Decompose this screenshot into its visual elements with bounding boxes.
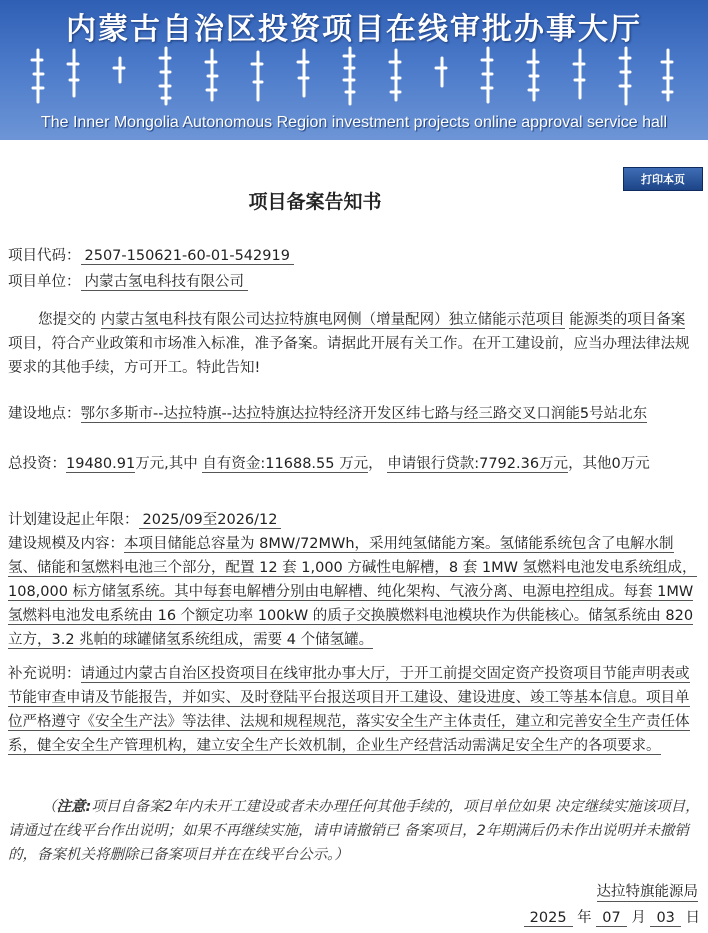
date-year: 2025 (524, 910, 573, 927)
period-row (8, 508, 700, 532)
period-label: 计划建设起止年限： (8, 512, 139, 528)
investment-row (8, 452, 702, 476)
investment-self-funds: 自有资金:11688.55 万元 (202, 456, 369, 472)
supplement-label: 补充说明： (8, 666, 81, 682)
project-unit-value: 内蒙古氢电科技有限公司 (81, 274, 249, 291)
issue-date (524, 906, 700, 927)
date-day: 03 (650, 910, 680, 927)
investment-loan: 申请银行贷款:7792.36万元 (387, 456, 569, 472)
investment-sep: ， (368, 456, 383, 472)
location-value: 鄂尔多斯市--达拉特旗--达拉特旗达拉特经济开发区纬七路与经三路交叉口润能5号站北东 (80, 406, 648, 422)
note-label: 注意: (56, 799, 92, 815)
document-title: 项目备案告知书 (248, 191, 382, 213)
investment-other: ，其他0万元 (568, 456, 650, 472)
note-open: （ (42, 799, 57, 815)
project-code-label: 项目代码： (8, 248, 81, 264)
intro-text-2: 项目，符合产业政策和市场准入标准，准予备案。请据此开展有关工作。在开工建设前，应当办理法律法规要求的其他手续，方可开工。特此告知! (8, 336, 690, 376)
header-banner (0, 0, 708, 140)
date-month: 07 (596, 910, 626, 927)
date-year-char: 年 (577, 910, 592, 926)
location-row (8, 402, 702, 426)
banner-english-title: The Inner Mongolia Autonomous Region investment projects online approval service hall (40, 114, 668, 131)
project-unit-label: 项目单位： (8, 274, 81, 290)
mongolian-script-logo (28, 46, 678, 108)
date-month-char: 月 (631, 910, 646, 926)
project-code-value: 2507-150621-60-01-542919 (81, 248, 294, 265)
supplement-value: 请通过内蒙古自治区投资项目在线审批办事大厅，于开工前提交固定资产投资项目节能声明表或节能审查申请及节能报告，并如实、及时登陆平台报送项目开工建设、建设进度、竣工等基本信息。项目单位严格遵守《安全生产法》等法律、法规和规程规范，落实安全生产主体责任，建立和完善安全生产责任体系，健全安全生产管理机构，建立安全生产长效机制，企业生产经营活动需满足安全生产的各项要求。 (8, 666, 690, 754)
project-unit-row (8, 270, 700, 294)
date-day-char: 日 (685, 910, 700, 926)
issuing-organization: 达拉特旗能源局 (597, 880, 699, 902)
intro-project-name: 内蒙古氢电科技有限公司达拉特旗电网侧（增量配网）独立储能示范项目 (100, 312, 565, 328)
intro-paragraph (8, 308, 702, 380)
intro-project-type: 能源类的项目备案 (569, 312, 686, 328)
note-text: 项目自备案2年内未开工建设或者未办理任何其他手续的，项目单位如果 决定继续实施该项目，请通过在线平台作出说明；如果不再继续实施，请申请撤销已 备案项目，2年期满后仍未作出说明并未撤销的，备案机关将删除已备案项目并在在线平台公示。） (8, 799, 700, 863)
investment-total: 19480.91 (66, 456, 136, 472)
investment-unit: 万元,其中 (135, 456, 198, 472)
location-label: 建设地点： (8, 406, 81, 422)
scale-value: 本项目储能总容量为 8MW/72MWh，采用纯氢储能方案。氢储能系统包含了电解水制氢、储能和氢燃料电池三个部分，配置 12 套 1,000 方碱性电解槽，8 套 1MW 氢燃料电池发电系统组成，108,000 标方储氢系统。其中每套电解槽分别由电解槽、纯化架构、气液分离、电源电控组成。每套 1MW 氢燃料电池发电系统由 16 个额定功率 100kW 的质子交换膜燃料电池模块作为供能核心。储氢系统由 820 立方，3.2 兆帕的球罐储氢系统组成，需要 4 个储氢罐。 (8, 536, 697, 648)
intro-text-1: 您提交的 (38, 312, 96, 328)
investment-label: 总投资： (8, 456, 66, 472)
scale-label: 建设规模及内容： (8, 536, 124, 552)
print-page-button[interactable]: 打印本页 (623, 167, 703, 191)
notice-note (8, 795, 702, 867)
period-value: 2025/09至2026/12 (139, 512, 282, 529)
supplement-row (8, 662, 702, 758)
banner-title: 内蒙古自治区投资项目在线审批办事大厅 (66, 12, 642, 47)
project-code-row (8, 244, 700, 268)
scale-row (8, 532, 702, 652)
